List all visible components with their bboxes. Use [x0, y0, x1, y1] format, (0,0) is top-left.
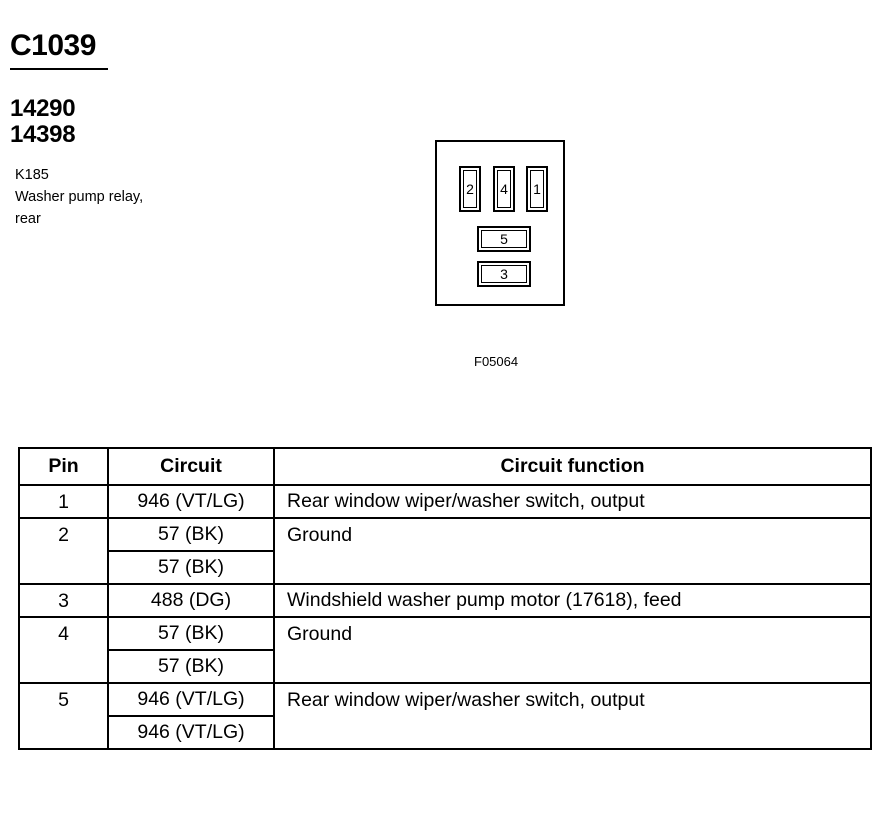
pin-slot-label: 4 [500, 181, 508, 197]
circuit-cell: 946 (VT/LG) [108, 485, 274, 518]
table-row [19, 683, 871, 716]
function-cell: Rear window wiper/washer switch, output [274, 485, 871, 518]
pin-slot-label: 2 [466, 181, 474, 197]
pin-cell: 4 [19, 617, 108, 683]
pin-slot-2 [459, 166, 481, 212]
function-cell: Rear window wiper/washer switch, output [274, 683, 871, 749]
component-desc-line-2: rear [15, 211, 41, 227]
component-desc-line-1: Washer pump relay, [15, 189, 144, 205]
pin-slot-5 [477, 226, 531, 252]
connector-id: C1039 [10, 29, 96, 62]
circuit-cell: 488 (DG) [108, 584, 274, 617]
part-number-2: 14398 [10, 121, 76, 148]
circuit-cell: 946 (VT/LG) [108, 683, 274, 716]
table-row [19, 518, 871, 551]
circuit-cell: 946 (VT/LG) [108, 716, 274, 749]
circuit-cell: 57 (BK) [108, 518, 274, 551]
table-row [19, 485, 871, 518]
function-cell: Ground [274, 617, 871, 683]
figure-id: F05064 [474, 354, 519, 369]
header-circuit: Circuit [108, 448, 274, 485]
table-row [19, 617, 871, 650]
pin-cell: 3 [19, 584, 108, 617]
pin-cell: 2 [19, 518, 108, 584]
table-row [19, 584, 871, 617]
table-header-row [19, 448, 871, 485]
pin-slot-label: 5 [500, 231, 508, 247]
part-number-1: 14290 [10, 95, 76, 122]
pin-cell: 1 [19, 485, 108, 518]
pin-slot-3 [477, 261, 531, 287]
component-code: K185 [15, 167, 49, 183]
title-underline [10, 68, 108, 70]
pin-table [18, 447, 872, 750]
pin-slot-1 [526, 166, 548, 212]
header-pin: Pin [19, 448, 108, 485]
circuit-cell: 57 (BK) [108, 650, 274, 683]
pin-slot-label: 3 [500, 266, 508, 282]
component-description [15, 164, 143, 230]
relay-connector-diagram [435, 140, 565, 306]
pin-slot-4 [493, 166, 515, 212]
function-cell: Windshield washer pump motor (17618), feed [274, 584, 871, 617]
pin-cell: 5 [19, 683, 108, 749]
function-cell: Ground [274, 518, 871, 584]
header-circuit-function: Circuit function [274, 448, 871, 485]
circuit-cell: 57 (BK) [108, 551, 274, 584]
circuit-cell: 57 (BK) [108, 617, 274, 650]
pin-slot-label: 1 [533, 181, 541, 197]
